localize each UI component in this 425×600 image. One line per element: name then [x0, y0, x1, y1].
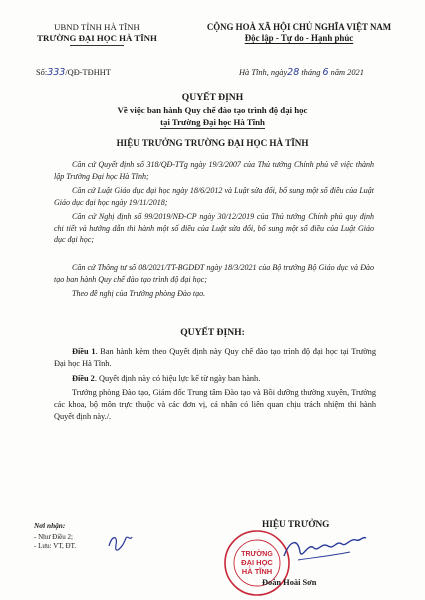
document-number: [36, 67, 111, 78]
basis-paragraph: Theo đề nghị của Trưởng phòng Đào tạo.: [72, 289, 206, 298]
basis-paragraph: Căn cứ Nghị định số 99/2019/NĐ-CP ngày 30/12/2019 của Thủ tướng Chính phủ quy định chi tiết và hướng dẫn thi hành một số điều của Luật sửa đổi, bổ sung một số điều của Luật Giáo dục đại học;: [54, 212, 374, 245]
agency-name: UBND TỈNH HÀ TĨNH: [54, 22, 140, 32]
recipient-item: - Lưu: VT, ĐT.: [34, 542, 77, 550]
article-text: . Quyết định này có hiệu lực kể từ ngày ban hành.: [94, 374, 261, 383]
signature-title: HIỆU TRƯỞNG: [262, 520, 330, 530]
subtitle-line-2: tại Trường Đại học Hà Tĩnh: [160, 117, 265, 127]
article-1: [54, 346, 376, 370]
article-text: . Ban hành kèm theo Quyết định này Quy chế đào tạo trình độ đại học tại Trường Đại học Hà Tĩnh.: [54, 347, 376, 368]
initials-mark: [106, 533, 136, 551]
document-date: [239, 67, 364, 78]
document-title: QUYẾT ĐỊNH: [181, 92, 244, 103]
decides-heading: QUYẾT ĐỊNH:: [180, 327, 245, 338]
nation-motto: Độc lập - Tự do - Hạnh phúc: [244, 33, 354, 43]
svg-text:HÀ TĨNH: HÀ TĨNH: [241, 567, 273, 576]
doc-number-suffix: /QĐ-TĐHHT: [65, 68, 111, 77]
header-divider: [70, 45, 124, 46]
recipients-title: Nơi nhận:: [34, 521, 66, 530]
date-day: 28: [287, 67, 300, 78]
header-right: [188, 22, 410, 43]
doc-number-handwritten: 333: [47, 67, 66, 78]
recipient-item: - Như Điều 2;: [34, 533, 73, 541]
issuer-title: HIỆU TRƯỞNG TRƯỜNG ĐẠI HỌC HÀ TĨNH: [116, 138, 309, 148]
basis-paragraph: Căn cứ Thông tư số 08/2021/TT-BGDĐT ngày 18/3/2021 của Bộ trưởng Bộ Giáo dục và Đào tạo ban hành Quy chế đào tạo trình độ đại học;: [54, 263, 374, 284]
date-place: Hà Tĩnh, ngày: [239, 68, 288, 77]
article-execution: [54, 387, 376, 423]
signer-name: Đoàn Hoài Sơn: [262, 578, 317, 587]
handwritten-signature: [280, 530, 370, 570]
nation-name: CỘNG HOÀ XÃ HỘI CHỦ NGHĨA VIỆT NAM: [206, 22, 392, 32]
date-month: 6: [322, 67, 329, 78]
document-subtitle: [0, 104, 425, 128]
article-2: [54, 373, 376, 385]
header-left: [22, 22, 172, 46]
subtitle-line-1: Về việc ban hành Quy chế đào tạo trình độ đại học: [117, 105, 308, 115]
university-name: TRƯỜNG ĐẠI HỌC HÀ TĨNH: [37, 33, 157, 43]
article-label: Điều 1: [72, 347, 96, 356]
date-year: năm 2021: [330, 68, 364, 77]
article-text: Trưởng phòng Đào tạo, Giám đốc Trung tâm Đào tạo và Bồi dưỡng thường xuyên, Trưởng các khoa, bộ môn trực thuộc và các đơn vị, cá nhân có liên quan chịu trách nhiệm thi hành Quyết định này./.: [54, 388, 376, 421]
basis-paragraph: Căn cứ Luật Giáo dục đại học ngày 18/6/2012 và Luật sửa đổi, bổ sung một số điều của Luật Giáo dục đại học ngày 19/11/2018;: [54, 186, 374, 207]
svg-text:TRƯỜNG: TRƯỜNG: [241, 551, 273, 558]
date-month-word: tháng: [301, 68, 321, 77]
svg-text:ĐẠI HỌC: ĐẠI HỌC: [241, 558, 273, 567]
doc-number-prefix: Số:: [36, 68, 48, 77]
article-label: Điều 2: [72, 374, 95, 383]
basis-paragraph: Căn cứ Quyết định số 318/QĐ-TTg ngày 19/3/2007 của Thủ tướng Chính phủ về việc thành lập Trường Đại học Hà Tĩnh;: [54, 160, 374, 181]
